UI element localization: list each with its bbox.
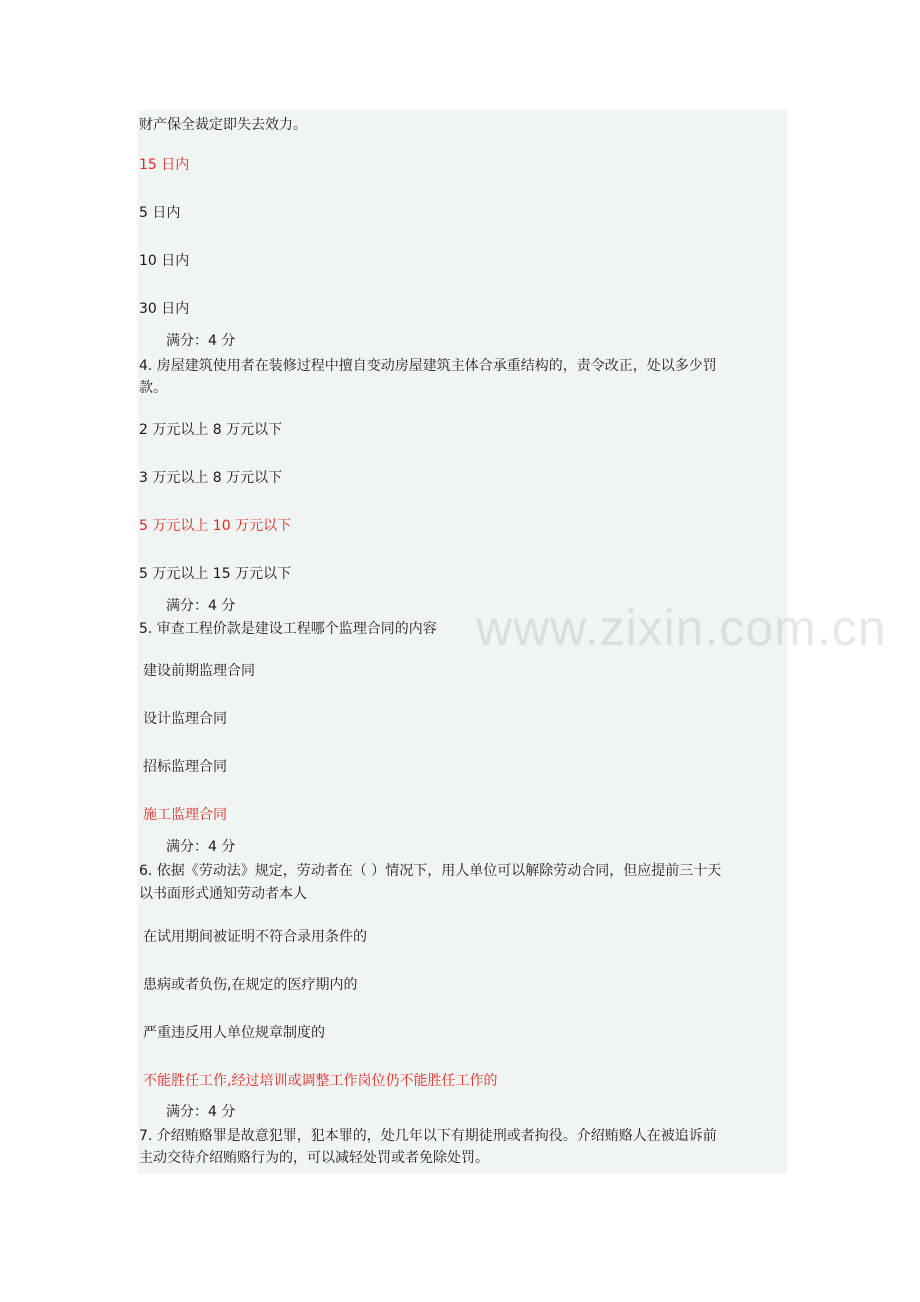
q6-option-a: 在试用期间被证明不符合录用条件的	[143, 929, 367, 945]
q5-score: 满分：4 分	[166, 839, 236, 855]
q7-stem-line2: 主动交待介绍贿赂行为的，可以减轻处罚或者免除处罚。	[139, 1150, 489, 1166]
q7-stem-line1: 7. 介绍贿赂罪是故意犯罪，犯本罪的，处几年以下有期徒刑或者拘役。介绍贿赂人在被追诉前	[139, 1128, 717, 1144]
q5-stem-line1: 5. 审查工程价款是建设工程哪个监理合同的内容	[139, 621, 437, 637]
q4-option-c-correct: 5 万元以上 10 万元以下	[139, 518, 292, 534]
watermark: www.zixin.com.cn	[476, 600, 887, 656]
q6-option-b: 患病或者负伤,在规定的医疗期内的	[143, 977, 358, 993]
q4-option-d: 5 万元以上 15 万元以下	[139, 566, 292, 582]
q5-option-b: 设计监理合同	[143, 711, 227, 727]
q4-score: 满分：4 分	[166, 598, 236, 614]
q6-stem-line2: 以书面形式通知劳动者本人	[139, 886, 307, 902]
q4-stem-line2: 款。	[139, 380, 167, 396]
q3-stem-tail: 财产保全裁定即失去效力。	[139, 117, 307, 133]
q6-option-d-correct: 不能胜任工作,经过培训或调整工作岗位仍不能胜任工作的	[143, 1073, 498, 1089]
q5-option-d-correct: 施工监理合同	[143, 807, 227, 823]
q3-option-d: 30 日内	[139, 301, 190, 317]
q3-option-b: 5 日内	[139, 205, 181, 221]
q6-stem-line1: 6. 依据《劳动法》规定，劳动者在（ ）情况下，用人单位可以解除劳动合同，但应提前三十天	[139, 863, 722, 879]
q6-option-c: 严重违反用人单位规章制度的	[143, 1025, 325, 1041]
q4-option-a: 2 万元以上 8 万元以下	[139, 422, 283, 438]
q6-score: 满分：4 分	[166, 1104, 236, 1120]
q4-option-b: 3 万元以上 8 万元以下	[139, 470, 283, 486]
q3-option-c: 10 日内	[139, 253, 190, 269]
q5-option-a: 建设前期监理合同	[143, 663, 255, 679]
q3-score: 满分：4 分	[166, 333, 236, 349]
q4-stem-line1: 4. 房屋建筑使用者在装修过程中擅自变动房屋建筑主体合承重结构的，责令改正，处以多少罚	[139, 358, 717, 374]
q5-option-c: 招标监理合同	[143, 759, 227, 775]
q3-option-a-correct: 15 日内	[139, 157, 190, 173]
